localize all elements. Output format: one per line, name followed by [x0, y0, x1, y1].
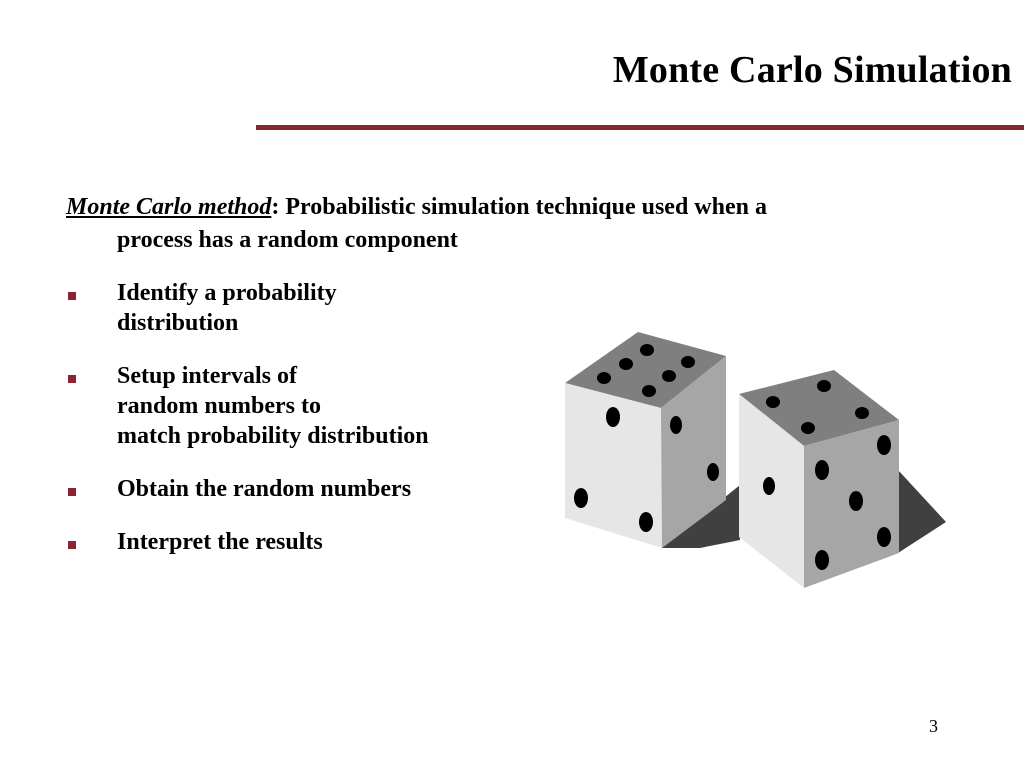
bullet-marker	[68, 375, 76, 383]
definition-text-line-2: process has a random component	[117, 227, 458, 253]
bullet-item	[66, 527, 429, 557]
bullet-marker	[68, 488, 76, 496]
die-shadow	[898, 470, 946, 553]
page-number: 3	[929, 716, 938, 736]
bullet-line: distribution	[117, 310, 239, 336]
bullet-line: Setup intervals of	[117, 363, 297, 389]
bullet-list	[66, 278, 429, 580]
definition-text-line-1: Probabilistic simulation technique used when a	[279, 194, 767, 220]
bullet-marker	[68, 292, 76, 300]
bullet-marker	[68, 541, 76, 549]
dice-icon	[560, 325, 950, 595]
bullet-item	[66, 361, 429, 451]
title-divider	[256, 125, 1024, 130]
bullet-line: match probability distribution	[117, 423, 429, 449]
bullet-line: Interpret the results	[117, 529, 323, 555]
definition-separator: :	[271, 194, 280, 220]
bullet-line: Identify a probability	[117, 280, 337, 306]
definition-paragraph	[66, 191, 966, 257]
bullet-item	[66, 278, 429, 338]
bullet-line: Obtain the random numbers	[117, 476, 412, 502]
definition-term: Monte Carlo method	[66, 194, 272, 220]
bullet-item	[66, 474, 429, 504]
slide-title: Monte Carlo Simulation	[612, 49, 1012, 91]
bullet-line: random numbers to	[117, 393, 322, 419]
